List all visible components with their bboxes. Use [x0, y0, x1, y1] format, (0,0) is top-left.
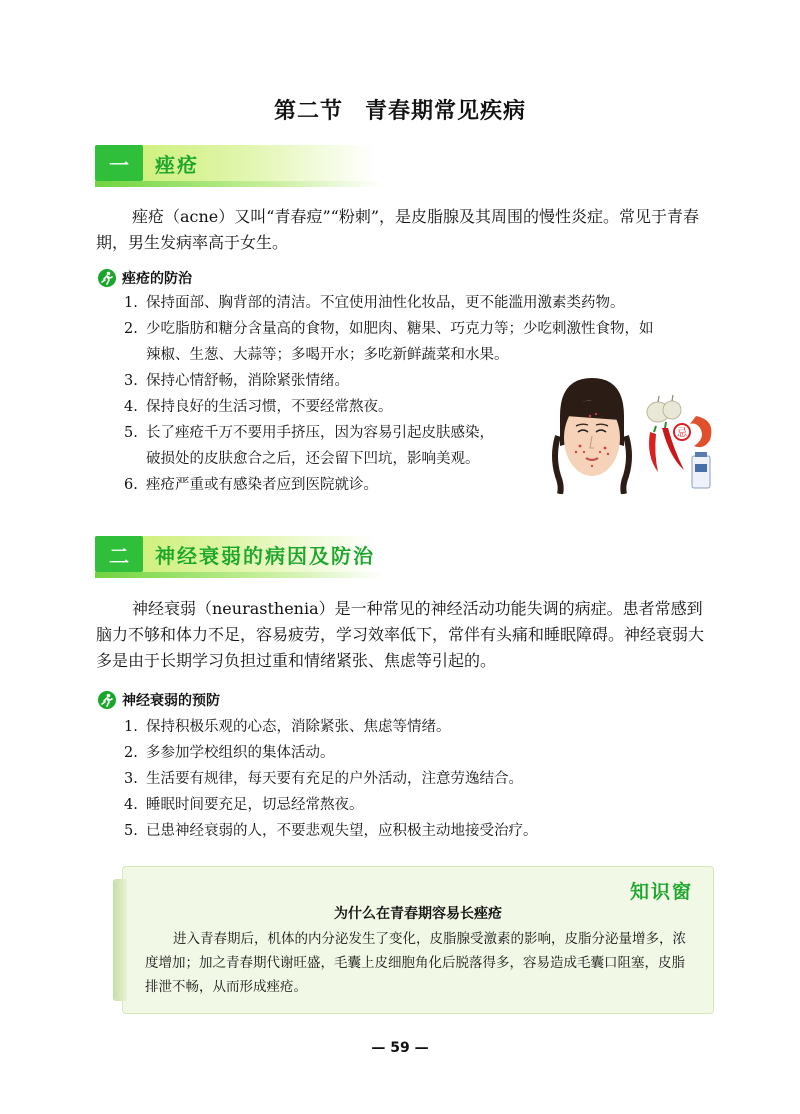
section-header-acne [95, 145, 383, 187]
section-header-neurasthenia [95, 536, 383, 578]
list-item: 5. 长了痤疮千万不要用手挤压，因为容易引起皮肤感染， 破损处的皮肤愈合之后，还会留下凹坑，影响美观。 [124, 425, 494, 467]
knowledge-body: 进入青春期后，机体的内分泌发生了变化，皮脂腺受激素的影响，皮脂分泌量增多，浓度增加；加之青春期代谢旺盛，毛囊上皮细胞角化后脱落得多，容易造成毛囊口阻塞，皮脂排泄不畅，从而形成痤疮。 [145, 931, 686, 995]
list-item: 4. 保持良好的生活习惯，不要经常熬夜。 [124, 399, 393, 415]
page-title [0, 94, 800, 125]
list-item: 6. 痤疮严重或有感染者应到医院就诊。 [124, 477, 378, 493]
list-item: 2. 少吃脂肪和糖分含量高的食物，如肥肉、糖果、巧克力等；少吃刺激性食物，如 辣椒、生葱、大蒜等；多喝开水；多吃新鲜蔬菜和水果。 [124, 321, 654, 363]
section-title: 神经衰弱的病因及防治 [155, 544, 375, 568]
list-item: 3. 生活要有规律，每天要有充足的户外活动，注意劳逸结合。 [124, 771, 523, 787]
neurasthenia-prevention-list [124, 714, 538, 844]
page-number: — 59 — [371, 1040, 429, 1056]
list-item: 3. 保持心情舒畅，消除紧张情绪。 [124, 373, 349, 389]
section-label: 第二节 [273, 99, 343, 124]
runner-icon [98, 269, 116, 287]
acne-illustration [550, 376, 720, 494]
list-item: 5. 已患神经衰弱的人，不要悲观失望，应积极主动地接受治疗。 [124, 823, 538, 839]
list-item: 1. 保持积极乐观的心态，消除紧张、焦虑等情绪。 [124, 719, 451, 735]
chapter-title: 青春期常见疾病 [365, 99, 527, 124]
section-title: 痤疮 [155, 153, 199, 177]
garlic-icon [647, 395, 681, 422]
knowledge-title: 为什么在青春期容易长痤疮 [334, 906, 502, 922]
section-number: 一 [95, 145, 143, 181]
knowledge-window [122, 866, 714, 1014]
runner-icon [98, 691, 116, 709]
acne-prevention-heading: 痤疮的防治 [98, 268, 192, 288]
acne-intro: 痤疮（acne）又叫“青春痘”“粉刺”，是皮脂腺及其周围的慢性炎症。常见于青春期，男生发病率高于女生。 [96, 207, 699, 252]
ban-sign: 忌 [677, 428, 687, 439]
section-number: 二 [95, 536, 143, 572]
list-item: 1. 保持面部、胸背部的清洁。不宜使用油性化妆品，更不能滥用激素类药物。 [124, 295, 625, 311]
list-item: 4. 睡眠时间要充足，切忌经常熬夜。 [124, 797, 364, 813]
neurasthenia-prevention-heading: 神经衰弱的预防 [98, 690, 220, 710]
shrimp-icon [690, 416, 711, 447]
list-item: 2. 多参加学校组织的集体活动。 [124, 745, 335, 761]
knowledge-badge: 知识窗 [629, 881, 693, 903]
neurasthenia-intro: 神经衰弱（neurasthenia）是一种常见的神经活动功能失调的病症。患者常感到脑力不够和体力不足，容易疲劳，学习效率低下，常伴有头痛和睡眠障碍。神经衰弱大多是由于长期学习负担过重和情绪紧张、焦虑等引起的。 [96, 599, 705, 670]
cosmetics-icon [692, 452, 710, 488]
